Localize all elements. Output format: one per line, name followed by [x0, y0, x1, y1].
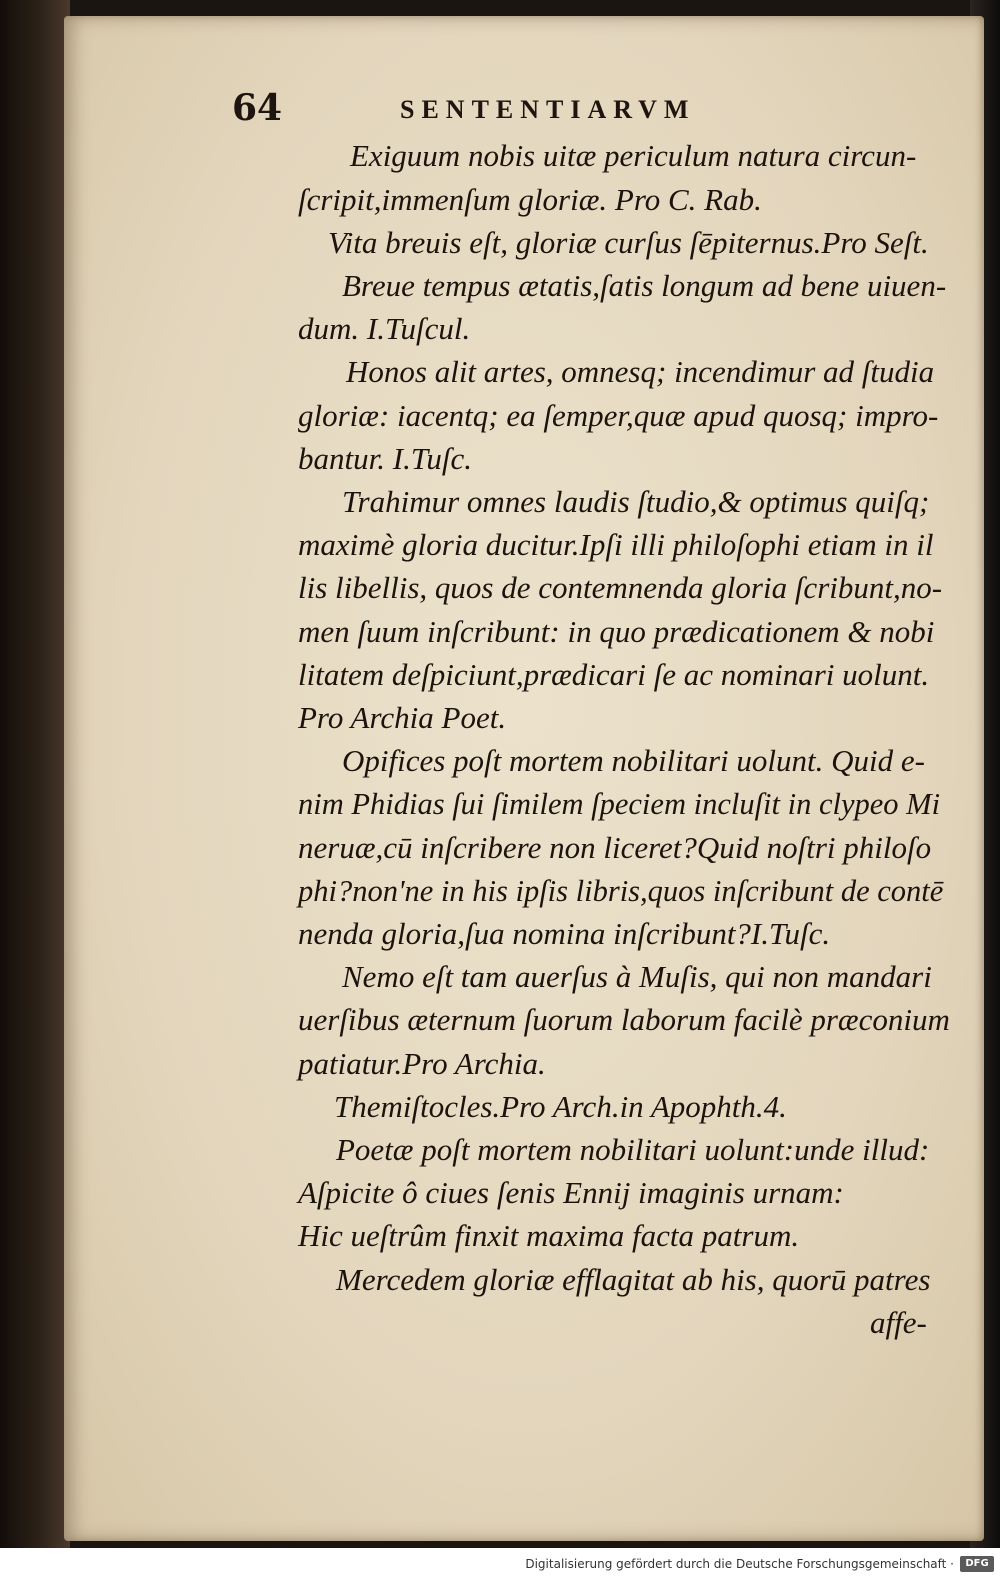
- text-line: bantur. I.Tuſc.: [298, 441, 472, 476]
- text-line: dum. I.Tuſcul.: [298, 311, 471, 346]
- text-line: Opifices poſt mortem nobilitari uolunt. Quid e-: [342, 743, 925, 778]
- page-number: 64: [232, 87, 283, 129]
- text-line: gloriæ: iacentq; ea ſemper,quæ apud quosq; impro-: [298, 398, 939, 433]
- text-line: Trahimur omnes laudis ſtudio,& optimus quiſq;: [342, 484, 930, 519]
- funding-notice: Digitalisierung gefördert durch die Deutsche Forschungsgemeinschaft ·: [525, 1557, 954, 1571]
- text-line: neruæ,cū inſcribere non liceret?Quid noſtri philoſo: [298, 830, 932, 865]
- text-line: Themiſtocles.Pro Arch.in Apophth.4.: [334, 1089, 787, 1124]
- text-line: Nemo eſt tam auerſus à Muſis, qui non mandari: [342, 959, 932, 994]
- text-line: patiatur.Pro Archia.: [298, 1046, 546, 1081]
- footer-bar: [0, 1548, 1000, 1584]
- text-line: ſcripit,immenſum gloriæ. Pro C. Rab.: [298, 182, 762, 217]
- text-line: Vita breuis eſt, gloriæ curſus ſēpiternus.Pro Seſt.: [328, 225, 929, 260]
- text-line: nim Phidias ſui ſimilem ſpeciem incluſit in clypeo Mi: [298, 787, 941, 821]
- text-line: Honos alit artes, omnesq; incendimur ad ſtudia: [346, 354, 935, 389]
- text-line: Exiguum nobis uitæ periculum natura circun-: [350, 138, 917, 173]
- text-line: Aſpicite ô ciues ſenis Ennij imaginis urnam:: [298, 1175, 844, 1210]
- text-line: Poetæ poſt mortem nobilitari uolunt:unde illud:: [336, 1132, 930, 1167]
- text-line: men ſuum inſcribunt: in quo prædicationem & nobi: [298, 614, 935, 649]
- catchword: affe-: [870, 1305, 927, 1340]
- text-line: Breue tempus ætatis,ſatis longum ad bene uiuen-: [342, 268, 947, 303]
- text-line: Pro Archia Poet.: [298, 700, 507, 735]
- running-title: SENTENTIARVM: [400, 95, 696, 124]
- text-line: nenda gloria,ſua nomina inſcribunt?I.Tuſc.: [298, 916, 831, 951]
- text-line: Hic ueſtrûm finxit maxima facta patrum.: [298, 1218, 800, 1253]
- dfg-logo: DFG: [960, 1556, 994, 1572]
- text-line: lis libellis, quos de contemnenda gloria ſcribunt,no-: [298, 570, 943, 605]
- text-line: litatem deſpiciunt,prædicari ſe ac nominari uolunt.: [298, 657, 930, 692]
- text-line: Mercedem gloriæ efflagitat ab his, quorū patres: [336, 1262, 931, 1297]
- text-line: phi?non'ne in his ipſis libris,quos inſcribunt de contē: [298, 874, 944, 908]
- text-line: maximè gloria ducitur.Ipſi illi philoſophi etiam in il: [298, 527, 934, 562]
- text-line: uerſibus æternum ſuorum laborum facilè præconium: [298, 1002, 950, 1037]
